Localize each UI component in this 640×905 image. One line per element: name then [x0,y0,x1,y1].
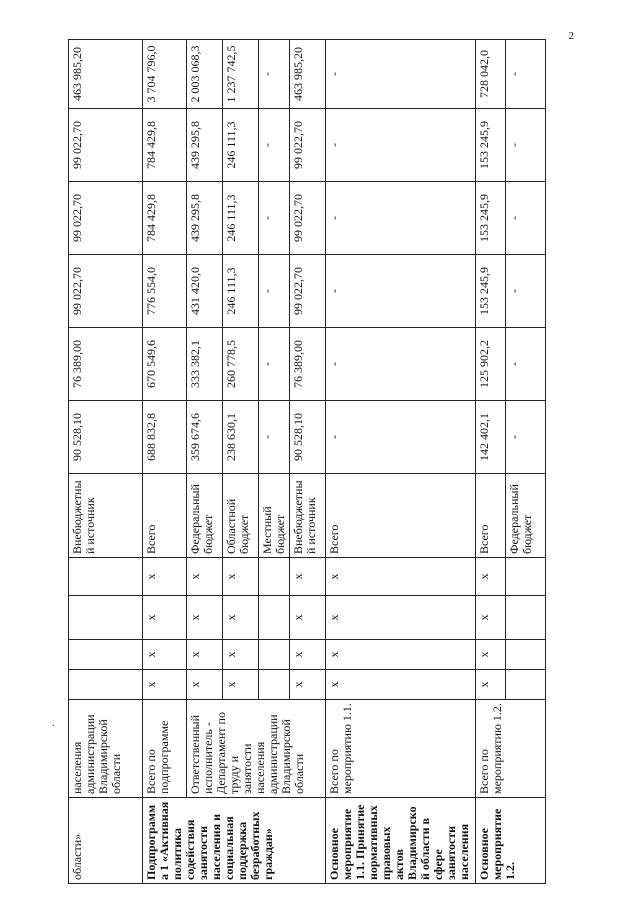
measure-title: Основное мероприятие 1.1. Принятие нормативных правовых актов Владимирской области в сфере занятости населения [326,798,476,884]
value-cell: 99 022,70 [69,109,143,182]
value-cell: 439 295,8 [187,182,223,255]
total-cell: 2 003 068,3 [187,40,223,109]
budget-table [68,39,546,884]
executor-cell: Ответственный исполнитель - Департамент по труду и занятости населения администрации Владимирской области [187,700,326,798]
total-cell: - [506,40,546,109]
rotated-sheet [68,40,637,884]
code-cell [69,640,143,670]
value-cell: - [506,401,546,474]
measure-cell: области» [69,798,143,884]
value-cell: 76 389,00 [69,328,143,401]
code-cell: x [476,596,506,640]
value-cell: 784 429,8 [143,182,187,255]
source-cell: Областной бюджет [223,474,259,558]
value-cell: 246 111,3 [223,109,259,182]
code-cell [506,670,546,700]
value-cell: - [326,255,476,328]
code-cell [69,670,143,700]
code-cell: x [326,640,476,670]
code-cell: x [223,640,259,670]
value-cell: - [326,109,476,182]
code-cell [69,596,143,640]
source-cell: Внебюджетный источник [290,474,326,558]
value-cell: 670 549,6 [143,328,187,401]
code-cell: x [326,596,476,640]
value-cell: 125 902,2 [476,328,506,401]
table-row [143,40,187,884]
source-cell: Внебюджетный источник [69,474,143,558]
table-row [476,40,506,884]
code-cell [506,596,546,640]
subprogram-title: Подпрограмма 1 «Активная политика содействия занятости населения и социальная поддержка безработных граждан» [143,798,326,884]
code-cell: x [187,670,223,700]
code-cell: x [290,596,326,640]
value-cell: 431 420,0 [187,255,223,328]
total-cell: 1 237 742,5 [223,40,259,109]
total-cell: 3 704 796,0 [143,40,187,109]
code-cell: x [290,640,326,670]
code-cell: x [476,640,506,670]
value-cell: - [259,328,290,401]
code-cell: x [187,558,223,596]
source-cell: Федеральный бюджет [506,474,546,558]
value-cell: - [326,401,476,474]
value-cell: 99 022,70 [290,109,326,182]
value-cell: 439 295,8 [187,109,223,182]
value-cell: - [259,255,290,328]
value-cell: - [259,109,290,182]
value-cell: 99 022,70 [290,182,326,255]
code-cell [506,558,546,596]
executor-cell: Всего по мероприятию 1.1. [326,700,476,798]
measure-title: Основное мероприятие 1.2. [476,798,546,884]
value-cell: 260 778,5 [223,328,259,401]
source-cell: Всего [326,474,476,558]
executor-cell: населения администрации Владимирской области [69,700,143,798]
code-cell: x [476,670,506,700]
value-cell: 90 528,10 [290,401,326,474]
total-cell: - [259,40,290,109]
value-cell: 784 429,8 [143,109,187,182]
code-cell: x [476,558,506,596]
code-cell [506,640,546,670]
code-cell [259,670,290,700]
page-number: 2 [568,30,574,42]
code-cell [259,640,290,670]
code-cell: x [326,558,476,596]
total-cell: - [326,40,476,109]
page-mark: . [52,718,55,729]
value-cell: 776 554,0 [143,255,187,328]
value-cell: 153 245,9 [476,182,506,255]
value-cell: 246 111,3 [223,255,259,328]
value-cell: 99 022,70 [290,255,326,328]
code-cell: x [187,640,223,670]
value-cell: 153 245,9 [476,255,506,328]
value-cell: - [326,328,476,401]
executor-cell: Всего по подпрограмме [143,700,187,798]
table-row [326,40,476,884]
code-cell: x [223,670,259,700]
value-cell: 99 022,70 [69,182,143,255]
code-cell [69,558,143,596]
table-row [69,40,143,884]
code-cell: x [223,596,259,640]
value-cell: - [506,328,546,401]
code-cell: x [290,670,326,700]
code-cell: x [326,670,476,700]
source-cell: Всего [476,474,506,558]
code-cell: x [187,596,223,640]
source-cell: Федеральный бюджет [187,474,223,558]
value-cell: - [259,182,290,255]
code-cell: x [290,558,326,596]
total-cell: 463 985,20 [290,40,326,109]
value-cell: - [506,109,546,182]
value-cell: 142 402,1 [476,401,506,474]
total-cell: 728 042,0 [476,40,506,109]
code-cell: x [143,670,187,700]
value-cell: 333 382,1 [187,328,223,401]
table-row [187,40,223,884]
value-cell: - [259,401,290,474]
value-cell: 688 832,8 [143,401,187,474]
code-cell: x [143,558,187,596]
value-cell: - [326,182,476,255]
source-cell: Всего [143,474,187,558]
code-cell [259,558,290,596]
value-cell: 99 022,70 [69,255,143,328]
value-cell: 153 245,9 [476,109,506,182]
value-cell: 359 674,6 [187,401,223,474]
code-cell: x [143,640,187,670]
code-cell [259,596,290,640]
executor-cell: Всего по мероприятию 1.2. [476,700,546,798]
value-cell: 90 528,10 [69,401,143,474]
value-cell: - [506,182,546,255]
value-cell: 246 111,3 [223,182,259,255]
value-cell: 76 389,00 [290,328,326,401]
total-cell: 463 985,20 [69,40,143,109]
code-cell: x [143,596,187,640]
value-cell: - [506,255,546,328]
code-cell: x [223,558,259,596]
source-cell: Местный бюджет [259,474,290,558]
value-cell: 238 630,1 [223,401,259,474]
